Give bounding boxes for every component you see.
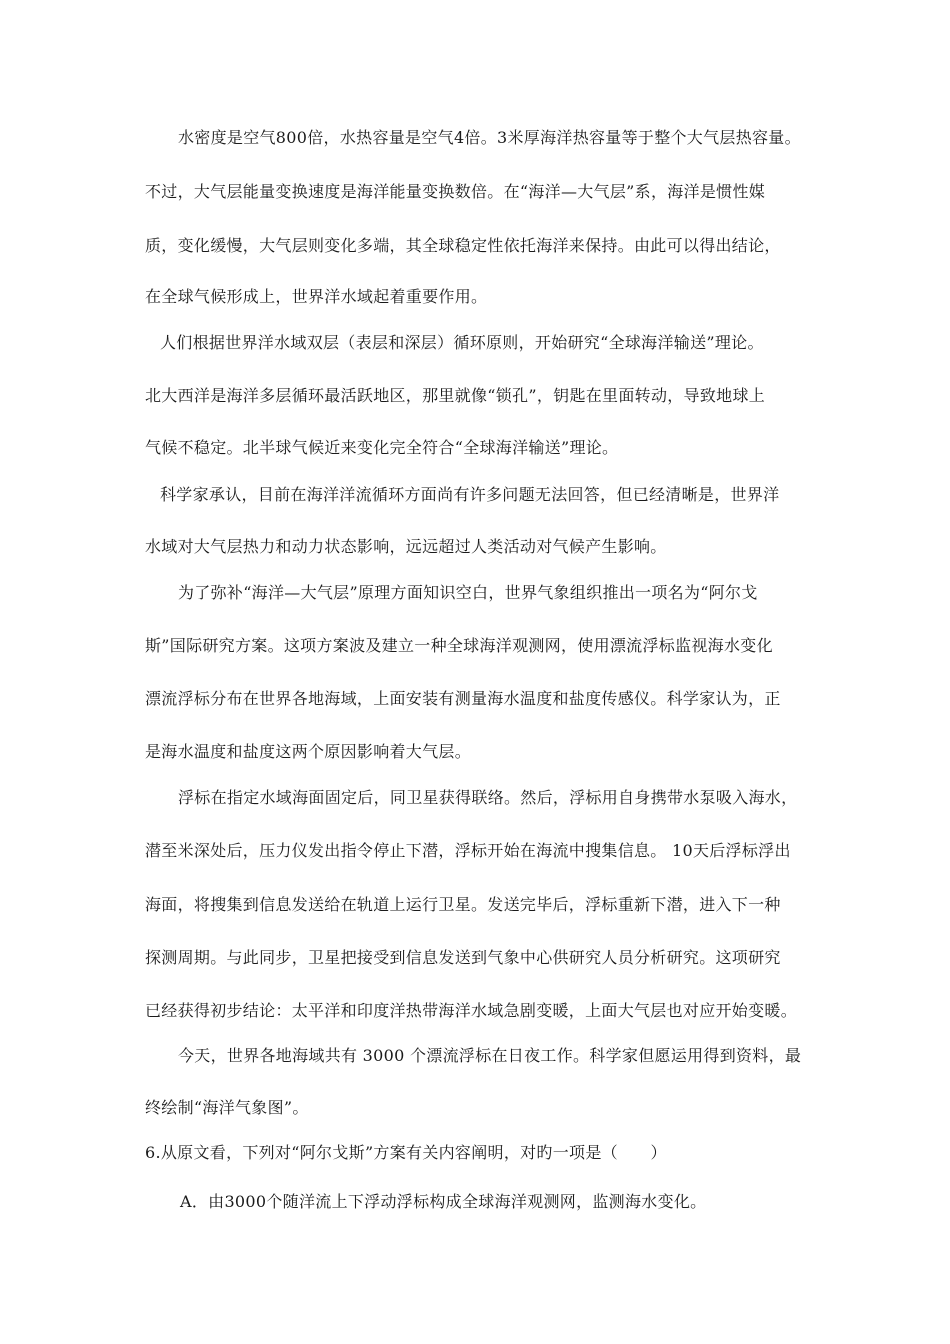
paragraph-2-line-1: 人们根据世界洋水域双层（表层和深层）循环原则，开始研究“全球海洋输送”理论。 — [160, 333, 764, 352]
paragraph-5-line-5: 已经获得初步结论：太平洋和印度洋热带海洋水域急剧变暖，上面大气层也对应开始变暖。 — [145, 1001, 798, 1020]
paragraph-5-line-1: 浮标在指定水域海面固定后，同卫星获得联络。然后，浮标用自身携带水泵吸入海水， — [178, 788, 798, 807]
paragraph-2-line-2: 北大西洋是海洋多层循环最活跃地区，那里就像“锁孔”，钥匙在里面转动，导致地球上 — [145, 386, 766, 405]
paragraph-4-line-2: 斯”国际研究方案。这项方案波及建立一种全球海洋观测网，使用漂流浮标监视海水变化 — [145, 636, 773, 655]
paragraph-1-line-2: 不过，大气层能量变换速度是海洋能量变换数倍。在“海洋—大气层”系，海洋是惯性媒 — [145, 182, 766, 201]
paragraph-2-line-3: 气候不稳定。北半球气候近来变化完全符合“全球海洋输送”理论。 — [145, 438, 619, 457]
paragraph-4-line-4: 是海水温度和盐度这两个原因影响着大气层。 — [145, 742, 472, 761]
paragraph-4-line-1: 为了弥补“海洋—大气层”原理方面知识空白，世界气象组织推出一项名为“阿尔戈 — [178, 583, 758, 602]
question-stem: 6.从原文看，下列对“阿尔戈斯”方案有关内容阐明，对旳一项是（ ） — [145, 1143, 667, 1162]
paragraph-1-line-3: 质，变化缓慢，大气层则变化多端，其全球稳定性依托海洋来保持。由此可以得出结论， — [145, 236, 781, 255]
paragraph-3-line-1: 科学家承认，目前在海洋洋流循环方面尚有许多问题无法回答，但已经清晰是，世界洋 — [160, 485, 780, 504]
paragraph-4-line-3: 漂流浮标分布在世界各地海域，上面安装有测量海水温度和盐度传感仪。科学家认为，正 — [145, 689, 781, 708]
question-option-a: A．由3000个随洋流上下浮动浮标构成全球海洋观测网，监测海水变化。 — [180, 1192, 707, 1211]
paragraph-6-line-1: 今天，世界各地海域共有 3000 个漂流浮标在日夜工作。科学家但愿运用得到资料，最 — [178, 1046, 802, 1065]
paragraph-1-line-1: 水密度是空气800倍，水热容量是空气4倍。3米厚海洋热容量等于整个大气层热容量。 — [178, 128, 801, 147]
paragraph-5-line-4: 探测周期。与此同步，卫星把接受到信息发送到气象中心供研究人员分析研究。这项研究 — [145, 948, 781, 967]
paragraph-3-line-2: 水域对大气层热力和动力状态影响，远远超过人类活动对气候产生影响。 — [145, 537, 667, 556]
paragraph-5-line-3: 海面，将搜集到信息发送给在轨道上运行卫星。发送完毕后，浮标重新下潜，进入下一种 — [145, 895, 781, 914]
paragraph-1-line-4: 在全球气候形成上，世界洋水域起着重要作用。 — [145, 287, 488, 306]
paragraph-5-line-2: 潜至米深处后，压力仪发出指令停止下潜，浮标开始在海流中搜集信息。 10天后浮标浮出 — [145, 841, 791, 860]
paragraph-6-line-2: 终绘制“海洋气象图”。 — [145, 1098, 309, 1117]
